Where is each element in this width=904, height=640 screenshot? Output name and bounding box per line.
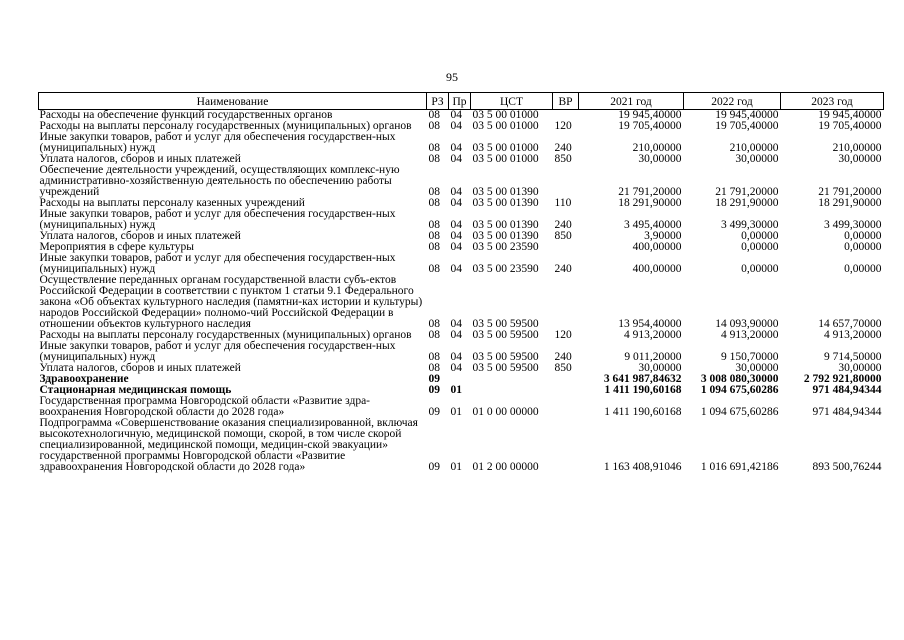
cell-vr <box>553 385 579 396</box>
cell-2023: 0,00000 <box>844 241 882 253</box>
cell-2022: 9 150,70000 <box>721 351 779 363</box>
cell-cst: 03 5 00 01390 <box>472 197 539 209</box>
cell-vr: 850 <box>554 362 572 374</box>
cell-pr: 04 <box>450 186 462 198</box>
header-2023: 2023 год <box>781 93 884 110</box>
cell-cst: 03 5 00 01390 <box>472 186 539 198</box>
cell-2022: 30,00000 <box>735 153 779 165</box>
cell-cst: 03 5 00 59500 <box>472 351 539 363</box>
cell-2021: 30,00000 <box>638 362 682 374</box>
cell-cst <box>471 385 553 396</box>
cell-2023: 19 945,40000 <box>818 109 882 121</box>
cell-2021: 4 913,20000 <box>624 329 682 341</box>
cell-2023: 893 500,76244 <box>812 461 882 473</box>
cell-2023: 30,00000 <box>838 153 882 165</box>
header-2021: 2021 год <box>579 93 684 110</box>
cell-rz: 08 <box>428 329 440 341</box>
page-number: 95 <box>446 70 458 84</box>
cell-2021: 18 291,90000 <box>618 197 682 209</box>
cell-cst: 01 0 00 00000 <box>472 406 539 418</box>
cell-2023: 971 484,94344 <box>812 406 882 418</box>
cell-2022: 3 499,30000 <box>721 219 779 231</box>
cell-name: Государственная программа Новгородской области «Развитие здра-воохранения Новгородской области до 2028 года» <box>39 395 371 418</box>
cell-name: Иные закупки товаров, работ и услуг для обеспечения государствен-ных (муниципальных) нужд <box>39 131 396 154</box>
cell-pr: 04 <box>450 153 462 165</box>
cell-pr: 04 <box>450 263 462 275</box>
cell-2021: 1 163 408,91046 <box>603 461 682 473</box>
cell-pr: 04 <box>450 241 462 253</box>
cell-name: Обеспечение деятельности учреждений, осуществляющих комплекс-ную административно-хозяйственную деятельность по обеспечению работы учреждений <box>39 164 400 198</box>
cell-pr: 01 <box>450 461 462 473</box>
cell-2023: 0,00000 <box>844 263 882 275</box>
cell-cst: 03 5 00 01390 <box>472 230 539 242</box>
cell-2021: 400,00000 <box>632 263 682 275</box>
header-vr: ВР <box>553 93 579 110</box>
cell-cst: 03 5 00 23590 <box>472 263 539 275</box>
cell-rz: 09 <box>428 406 440 418</box>
cell-2023: 9 714,50000 <box>824 351 882 363</box>
cell-vr: 240 <box>554 351 572 363</box>
cell-2022: 1 094 675,60286 <box>700 406 779 418</box>
cell-vr <box>553 418 579 473</box>
cell-2022: 0,00000 <box>741 241 779 253</box>
cell-rz: 08 <box>428 362 440 374</box>
cell-name: Здравоохранение <box>39 373 129 385</box>
cell-rz: 09 <box>428 384 440 396</box>
header-pr: Пр <box>449 93 471 110</box>
cell-pr: 04 <box>450 142 462 154</box>
cell-vr: 240 <box>554 219 572 231</box>
cell-rz: 09 <box>428 373 440 385</box>
cell-2023: 210,00000 <box>832 142 882 154</box>
cell-name: Иные закупки товаров, работ и услуг для обеспечения государствен-ных (муниципальных) нужд <box>39 208 396 231</box>
cell-2023: 30,00000 <box>838 362 882 374</box>
cell-cst: 03 5 00 23590 <box>472 241 539 253</box>
cell-2021: 19 945,40000 <box>618 109 682 121</box>
cell-2022: 19 705,40000 <box>715 120 779 132</box>
cell-2023: 4 913,20000 <box>824 329 882 341</box>
header-2022: 2022 год <box>684 93 781 110</box>
cell-2023: 19 705,40000 <box>818 120 882 132</box>
cell-cst: 03 5 00 59500 <box>472 329 539 341</box>
cell-name: Мероприятия в сфере культуры <box>39 241 195 253</box>
table-body <box>39 110 884 474</box>
cell-2022: 0,00000 <box>741 263 779 275</box>
table-row <box>39 165 884 198</box>
cell-name: Осуществление переданных органам государственной власти субъ-ектов Российской Федерации в соответствии с пунктом 1 статьи 9.1 Федерального закона «Об объектах культурного наследия (памятни-ках истории и культуры) народов Российской Федерации» полномо-чий Российской Федерации в отношении объектов культурного наследия <box>39 274 423 330</box>
cell-rz: 08 <box>428 109 440 121</box>
cell-name: Расходы на выплаты персоналу государственных (муниципальных) органов <box>39 120 412 132</box>
cell-rz: 08 <box>428 318 440 330</box>
cell-rz: 09 <box>428 461 440 473</box>
cell-vr <box>553 165 579 198</box>
cell-rz: 08 <box>428 197 440 209</box>
cell-2022: 14 093,90000 <box>715 318 779 330</box>
cell-name: Уплата налогов, сборов и иных платежей <box>39 153 241 165</box>
cell-vr <box>553 374 579 385</box>
cell-rz: 08 <box>428 153 440 165</box>
cell-rz: 08 <box>428 241 440 253</box>
cell-2022: 0,00000 <box>741 230 779 242</box>
cell-2022: 210,00000 <box>729 142 779 154</box>
cell-rz: 08 <box>428 351 440 363</box>
cell-pr: 04 <box>450 230 462 242</box>
cell-2021: 19 705,40000 <box>618 120 682 132</box>
table-row <box>39 418 884 473</box>
cell-2023: 2 792 921,80000 <box>803 373 882 385</box>
cell-pr: 04 <box>450 120 462 132</box>
cell-2023: 0,00000 <box>844 230 882 242</box>
cell-cst: 03 5 00 01000 <box>472 142 539 154</box>
cell-rz: 08 <box>428 230 440 242</box>
cell-rz: 08 <box>428 219 440 231</box>
cell-name: Иные закупки товаров, работ и услуг для обеспечения государствен-ных (муниципальных) нужд <box>39 252 396 275</box>
table-row <box>39 253 884 275</box>
header-rz: РЗ <box>427 93 449 110</box>
cell-2021: 400,00000 <box>632 241 682 253</box>
cell-vr: 240 <box>554 263 572 275</box>
cell-2022: 21 791,20000 <box>715 186 779 198</box>
cell-2021: 30,00000 <box>638 153 682 165</box>
cell-pr: 04 <box>450 219 462 231</box>
table-row <box>39 275 884 330</box>
cell-2023: 14 657,70000 <box>818 318 882 330</box>
cell-2023: 3 499,30000 <box>824 219 882 231</box>
cell-rz: 08 <box>428 186 440 198</box>
cell-vr <box>553 275 579 330</box>
cell-vr: 110 <box>554 197 572 209</box>
cell-vr <box>553 242 579 253</box>
table-row <box>39 132 884 154</box>
cell-rz: 08 <box>428 142 440 154</box>
cell-2021: 1 411 190,60168 <box>604 384 682 396</box>
table-row <box>39 209 884 231</box>
cell-pr: 04 <box>450 329 462 341</box>
table-row <box>39 341 884 363</box>
cell-2021: 1 411 190,60168 <box>604 406 682 418</box>
cell-name: Стационарная медицинская помощь <box>39 384 232 396</box>
cell-name: Подпрограмма «Совершенствование оказания специализированной, включая высокотехнологичную, медицинской помощи, скорой, в том числе скорой специализированной, медицинской помощи, медицин-ской эвакуации» государственной программы Новгородской области «Развитие здравоохранения Новгородской области до 2028 года» <box>39 417 418 473</box>
cell-vr: 240 <box>554 142 572 154</box>
cell-name: Расходы на обеспечение функций государственных органов <box>39 109 333 121</box>
cell-vr: 120 <box>554 329 572 341</box>
cell-2022: 18 291,90000 <box>715 197 779 209</box>
cell-rz: 08 <box>428 120 440 132</box>
cell-name: Уплата налогов, сборов и иных платежей <box>39 362 241 374</box>
cell-2021: 21 791,20000 <box>618 186 682 198</box>
cell-cst: 03 5 00 59500 <box>472 362 539 374</box>
cell-pr: 04 <box>450 351 462 363</box>
cell-vr <box>553 396 579 418</box>
cell-2021: 13 954,40000 <box>618 318 682 330</box>
budget-table <box>38 92 884 473</box>
cell-2023: 18 291,90000 <box>818 197 882 209</box>
cell-2021: 210,00000 <box>632 142 682 154</box>
header-name: Наименование <box>39 93 427 110</box>
cell-cst: 03 5 00 01000 <box>472 120 539 132</box>
header-cst: ЦСТ <box>471 93 553 110</box>
cell-cst: 03 5 00 59500 <box>472 318 539 330</box>
cell-2022: 1 016 691,42186 <box>700 461 779 473</box>
cell-name: Расходы на выплаты персоналу государственных (муниципальных) органов <box>39 329 412 341</box>
cell-cst <box>471 374 553 385</box>
cell-cst: 03 5 00 01000 <box>472 109 539 121</box>
cell-pr: 04 <box>450 362 462 374</box>
table-header-row <box>39 93 884 110</box>
table-row <box>39 396 884 418</box>
cell-2021: 3,90000 <box>644 230 682 242</box>
cell-pr: 01 <box>450 406 462 418</box>
cell-2021: 9 011,20000 <box>624 351 682 363</box>
cell-pr: 04 <box>450 197 462 209</box>
cell-vr: 850 <box>554 153 572 165</box>
cell-rz: 08 <box>428 263 440 275</box>
cell-2022: 3 008 080,30000 <box>700 373 779 385</box>
cell-cst: 03 5 00 01390 <box>472 219 539 231</box>
cell-cst: 01 2 00 00000 <box>472 461 539 473</box>
cell-2021: 3 495,40000 <box>624 219 682 231</box>
cell-pr: 01 <box>450 384 462 396</box>
cell-2023: 21 791,20000 <box>818 186 882 198</box>
cell-2023: 971 484,94344 <box>812 384 882 396</box>
cell-cst: 03 5 00 01000 <box>472 153 539 165</box>
cell-2022: 19 945,40000 <box>715 109 779 121</box>
cell-name: Уплата налогов, сборов и иных платежей <box>39 230 241 242</box>
cell-2022: 1 094 675,60286 <box>700 384 779 396</box>
cell-2021: 3 641 987,84632 <box>603 373 682 385</box>
cell-name: Расходы на выплаты персоналу казенных учреждений <box>39 197 305 209</box>
cell-2022: 4 913,20000 <box>721 329 779 341</box>
cell-vr: 850 <box>554 230 572 242</box>
cell-vr: 120 <box>554 120 572 132</box>
cell-pr: 04 <box>450 318 462 330</box>
cell-2022: 30,00000 <box>735 362 779 374</box>
cell-name: Иные закупки товаров, работ и услуг для обеспечения государствен-ных (муниципальных) нужд <box>39 340 396 363</box>
cell-pr: 04 <box>450 109 462 121</box>
